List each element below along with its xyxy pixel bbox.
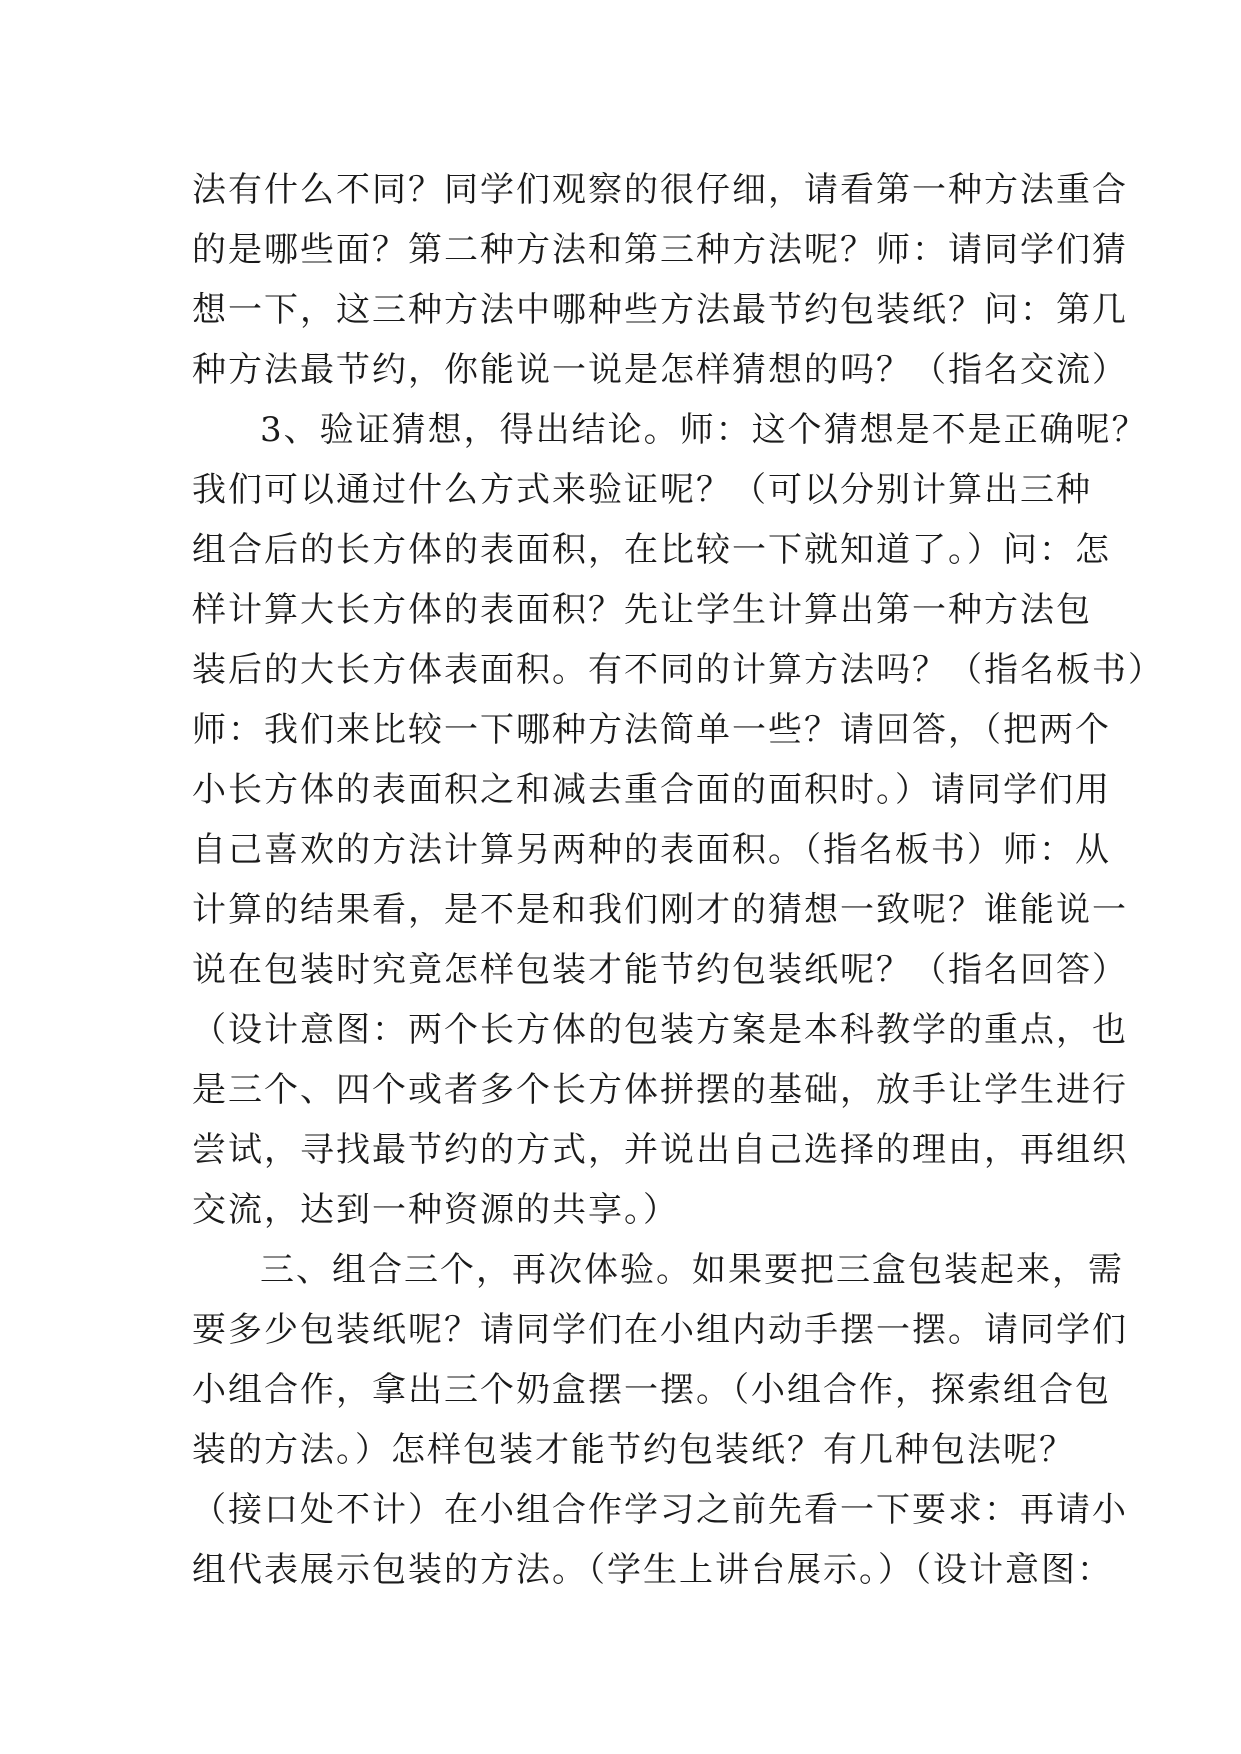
text-line: 自己喜欢的方法计算另两种的表面积。（指名板书）师：从 [192, 830, 1111, 870]
text-line: 是三个、四个或者多个长方体拼摆的基础，放手让学生进行 [192, 1070, 1128, 1110]
text-line: 种方法最节约，你能说一说是怎样猜想的吗？（指名交流） [192, 350, 1128, 390]
text-line: 样计算大长方体的表面积？先让学生计算出第一种方法包 [192, 590, 1092, 630]
text-line: 装后的大长方体表面积。有不同的计算方法吗？（指名板书） [192, 650, 1164, 690]
text-line: 3、验证猜想，得出结论。师：这个猜想是不是正确呢？ [260, 410, 1148, 450]
text-line: 装的方法。）怎样包装才能节约包装纸？有几种包法呢？ [192, 1430, 1075, 1470]
text-line: （设计意图：两个长方体的包装方案是本科教学的重点，也 [192, 1010, 1128, 1050]
body-text [192, 160, 1164, 1600]
text-line: 的是哪些面？第二种方法和第三种方法呢？师：请同学们猜 [192, 230, 1128, 270]
text-line: 组合后的长方体的表面积，在比较一下就知道了。）问：怎 [192, 530, 1111, 570]
text-line: 小长方体的表面积之和减去重合面的面积时。）请同学们用 [192, 770, 1111, 810]
text-line: 要多少包装纸呢？请同学们在小组内动手摆一摆。请同学们 [192, 1310, 1128, 1350]
text-line: 交流，达到一种资源的共享。） [192, 1190, 679, 1230]
text-line: 说在包装时究竟怎样包装才能节约包装纸呢？（指名回答） [192, 950, 1128, 990]
text-line: 计算的结果看，是不是和我们刚才的猜想一致呢？谁能说一 [192, 890, 1128, 930]
text-line: 师：我们来比较一下哪种方法简单一些？请回答，（把两个 [192, 710, 1111, 750]
text-line: 想一下，这三种方法中哪种些方法最节约包装纸？问：第几 [192, 290, 1128, 330]
text-line: （接口处不计）在小组合作学习之前先看一下要求：再请小 [192, 1490, 1128, 1530]
text-line: 三、组合三个，再次体验。如果要把三盒包装起来，需 [260, 1250, 1124, 1290]
text-line: 组代表展示包装的方法。（学生上讲台展示。）（设计意图： [192, 1550, 1113, 1590]
text-line: 我们可以通过什么方式来验证呢？（可以分别计算出三种 [192, 470, 1092, 510]
text-line: 尝试，寻找最节约的方式，并说出自己选择的理由，再组织 [192, 1130, 1128, 1170]
text-line: 法有什么不同？同学们观察的很仔细，请看第一种方法重合 [192, 170, 1128, 210]
text-line: 小组合作，拿出三个奶盒摆一摆。（小组合作，探索组合包 [192, 1370, 1111, 1410]
